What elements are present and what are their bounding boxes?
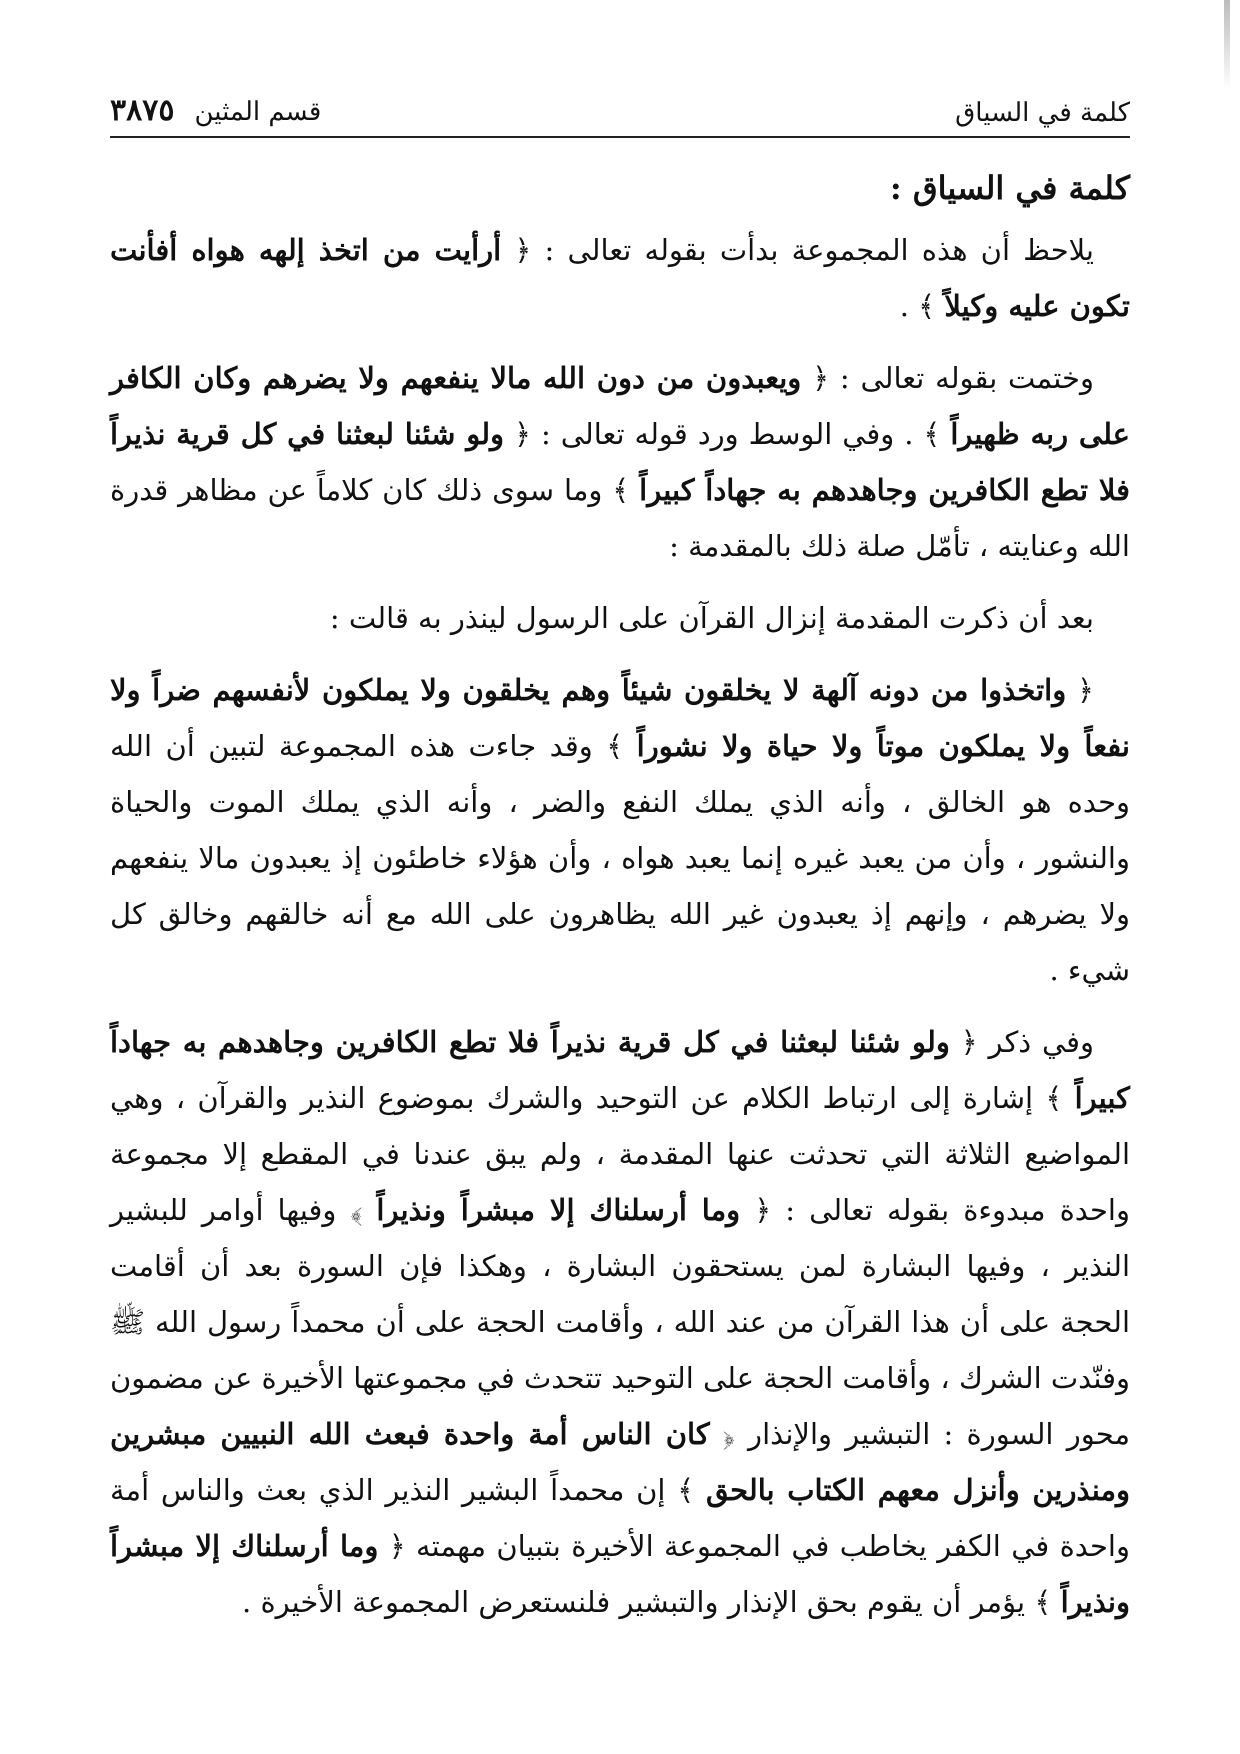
paragraph [110,350,1130,574]
verse-bracket: ﴿ [1066,673,1094,707]
quran-verse: وما أرسلناك إلا مبشراً ونذيراً [376,1193,741,1227]
verse-bracket: ﴾ [1034,1585,1061,1619]
verse-bracket: ﴿ [709,1417,735,1451]
section-name: قسم المثين [194,97,322,127]
text-run: يلاحظ أن هذه المجموعة بدأت بقوله تعالى : [531,233,1094,267]
paragraph [110,662,1130,998]
verse-bracket: ﴾ [677,1473,706,1507]
paragraph [110,222,1130,334]
quran-verse: ولو شئنا لبعثنا في كل قرية نذيراً فلا تطع الكافرين وجاهدهم به جهاداً كبيراً [110,1025,1130,1115]
paragraph [110,590,1130,646]
verse-bracket: ﴿ [740,1193,772,1227]
quran-verse: ويعبدون من دون الله مالا ينفعهم ولا يضرهم وكان الكافر على ربه ظهيراً [110,361,1130,451]
quran-verse: كان الناس أمة واحدة فبعث الله النبيين مبشرين ومنذرين وأنزل معهم الكتاب بالحق [110,1417,1130,1507]
quran-verse: وما أرسلناك إلا مبشراً ونذيراً [110,1529,1130,1619]
text-run: إن محمداً البشير النذير الذي بعث والناس أمة واحدة في الكفر يخاطب في المجموعة الأخيرة بتبيان مهمته [110,1473,1130,1563]
text-run: . وفي الوسط ورد قوله تعالى : [531,417,924,451]
header-left-group [110,93,321,128]
verse-bracket: ﴿ [504,417,532,451]
text-run: وفيها أوامر للبشير النذير ، وفيها البشارة لمن يستحقون البشارة ، وهكذا فإن السورة بعد أن أقامت الحجة على أن هذا القرآن من عند الله ، وأقامت الحجة على أن محمداً رسول الله ﷺ وفنّدت الشرك ، وأقامت الحجة على التوحيد تتحدث في مجموعتها الأخيرة عن مضمون محور السورة : التبشير والإنذار [110,1193,1130,1451]
verse-bracket: ﴾ [612,473,640,507]
verse-bracket: ﴿ [801,361,830,395]
verse-bracket: ﴿ [501,233,532,267]
text-run: وما سوى ذلك كان كلاماً عن مظاهر قدرة الله وعنايته ، تأمّل صلة ذلك بالمقدمة : [110,473,1130,563]
text-run: بعد أن ذكرت المقدمة إنزال القرآن على الرسول لينذر به قالت : [329,601,1094,635]
verse-bracket: ﴾ [1045,1081,1075,1115]
running-header [110,78,1130,138]
paragraph [110,1014,1130,1630]
verse-bracket: ﴾ [918,289,945,323]
text-run: . [899,289,919,323]
text-run: يؤمر أن يقوم بحق الإنذار والتبشير فلنستعرض المجموعة الأخيرة . [242,1585,1035,1619]
scan-edge-mark [1224,0,1230,90]
text-run: وقد جاءت هذه المجموعة لتبين أن الله وحده هو الخالق ، وأنه الذي يملك النفع والضر ، وأنه الذي يملك الموت والحياة والنشور ، وأن من يعبد غيره إنما يعبد هواه ، وأن هؤلاء خاطئون إذ يعبدون مالا ينفعهم ولا يضرهم ، وإنهم إذ يعبدون غير الله يظاهرون على الله مع أنه خالقهم وخالق كل شيء . [110,729,1130,987]
verse-bracket: ﴾ [923,417,951,451]
running-title: كلمة في السياق [955,98,1130,128]
quran-verse: ولو شئنا لبعثنا في كل قرية نذيراً فلا تطع الكافرين وجاهدهم به جهاداً كبيراً [110,417,1130,507]
section-heading: كلمة في السياق : [889,169,1130,207]
text-run: وفي ذكر [977,1025,1094,1059]
page-number: ٣٨٧٥ [110,93,175,128]
body-text [110,160,1130,1646]
verse-bracket: ﴿ [378,1529,406,1563]
quran-verse: أرأيت من اتخذ إلهه هواه أفأنت تكون عليه وكيلاً [110,233,1130,323]
verse-bracket: ﴿ [949,1025,978,1059]
verse-bracket: ﴾ [606,729,637,763]
text-run: إشارة إلى ارتباط الكلام عن التوحيد والشرك بموضوع النذير والقرآن ، وهي المواضيع الثلاثة التي تحدثت عنها المقدمة ، ولم يبق عندنا في المقطع إلا مجموعة واحدة مبدوءة بقوله تعالى : [110,1081,1130,1227]
text-run: وختمت بقوله تعالى : [829,361,1094,395]
verse-bracket: ﴾ [350,1193,377,1227]
quran-verse: واتخذوا من دونه آلهة لا يخلقون شيئاً وهم يخلقون ولا يملكون لأنفسهم ضراً ولا نفعاً ولا يملكون موتاً ولا حياة ولا نشوراً [110,673,1130,763]
